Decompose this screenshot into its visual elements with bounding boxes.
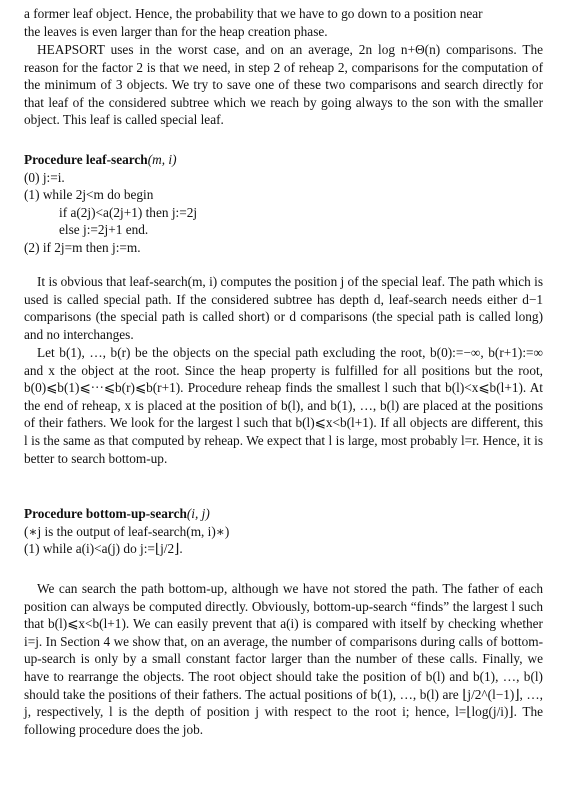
procedure-name: Procedure bottom-up-search xyxy=(24,506,187,521)
code-line: else j:=2j+1 end. xyxy=(59,222,149,238)
paragraph-text: We can search the path bottom-up, although we have not stored the path. The father of each position can always be computed directly. Obviously, bottom-up-search “finds” the largest l such that b(l)⩽x<b(l+1). We can easily prevent that a(i) is compared with itself by checking whether i=j. In Section 4 we show that, on an average, the number of comparisons during calls of bottom-up-search is only by a small constant factor larger than the number of these calls. Finally, we have to rearrange the objects. The root object should take the position of b(l) and b(1), …, b(l) should take the positions of their fathers. The actual positions of b(1), …, b(l) are ⌊j/2^(l−1)⌋, …, j, respectively, l is the depth of position j with respect to the root i; hence, l=⌊log(j/i)⌋. The following procedure does the job. xyxy=(24,581,543,737)
paragraph-heapsort xyxy=(24,41,543,129)
code-line: (∗j is the output of leaf-search(m, i)∗) xyxy=(24,523,230,539)
procedure-name: Procedure leaf-search xyxy=(24,152,148,167)
paragraph-text: HEAPSORT uses in the worst case, and on an average, 2n log n+Θ(n) comparisons. The reason for the factor 2 is that we need, in step 2 of reheap 2, comparisons for the computation of the minimum of 3 objects. We try to save one of these two comparisons and search directly for that leaf of the considered subtree which we reach by going always to the son with the smaller object. This leaf is called special leaf. xyxy=(24,42,543,128)
text-line: the leaves is even larger than for the heap creation phase. xyxy=(24,23,328,39)
paragraph-text: Let b(1), …, b(r) be the objects on the special path excluding the root, b(0):=−∞, b(r+1):=∞ and x the object at the root. Since the heap property is fulfilled for all positions but the root, b(0)⩽b(1)⩽···⩽b(r)⩽b(r+1). Procedure reheap finds the smallest l such that b(l)<x⩽b(l+1). At the end of reheap, x is placed at the position of b(l), and b(1), …, b(l) are placed at the positions of their fathers. We look for the largest l such that b(l)⩽x<b(l+1). If all objects are different, this l is the same as that computed by reheap. We expect that l is large, most probably l=r. Hence, it is better to search bottom-up. xyxy=(24,345,543,466)
text-line: a former leaf object. Hence, the probability that we have to go down to a position near xyxy=(24,6,483,21)
paragraph-leaf-search xyxy=(24,273,543,343)
code-line: if a(2j)<a(2j+1) then j:=2j xyxy=(59,204,198,220)
paragraph-bottom-up xyxy=(24,580,543,738)
procedure-args: (m, i) xyxy=(147,152,177,167)
procedure-args: (i, j) xyxy=(186,506,210,521)
code-line: (2) if 2j=m then j:=m. xyxy=(24,239,141,255)
procedure-title xyxy=(24,505,543,523)
code-line: (0) j:=i. xyxy=(24,169,65,185)
procedure-title xyxy=(24,151,543,169)
code-line: (1) while 2j<m do begin xyxy=(24,187,154,203)
procedure-leaf-search xyxy=(24,151,543,257)
paragraph-text: It is obvious that leaf-search(m, i) computes the position j of the special leaf. The path which is used is called special path. If the considered subtree has depth d, leaf-search needs either d−1 comparisons (the special path is called short) or d comparisons (the special path is called long) and no interchanges. xyxy=(24,274,544,342)
procedure-bottom-up-search xyxy=(24,505,543,558)
paragraph-special-path xyxy=(24,344,543,467)
code-line: (1) while a(i)<a(j) do j:=⌊j/2⌋. xyxy=(24,541,183,557)
paragraph-continuation xyxy=(24,5,543,40)
